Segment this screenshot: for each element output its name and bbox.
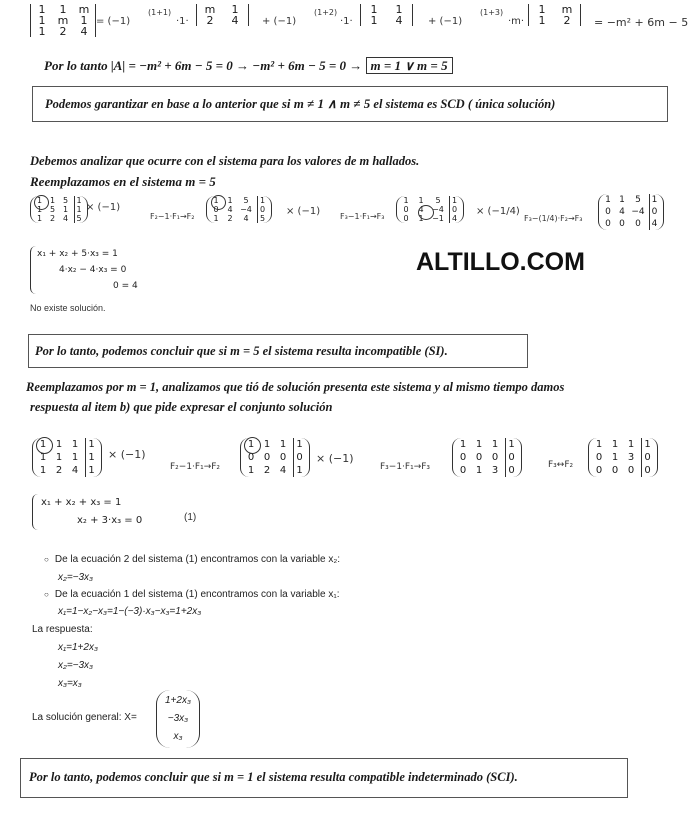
m1-op-4: F₃−1·F₁→F₃ [380,462,431,472]
m5-matrix-4 [598,194,664,230]
m5-eq-1: x₁ + x₂ + 5·x₃ = 1 [37,249,118,259]
matrix-cell: m [204,3,216,16]
matrix-cell: 1 [38,3,46,16]
aug-cell: 1 [459,439,467,450]
matrix-cell: 4 [231,14,239,27]
aug-cell: 1 [55,452,63,463]
respuesta-label: La respuesta: [32,624,93,635]
aug-cell: 2 [227,214,233,223]
aug-cell: 1 [247,465,255,476]
aug-cell: 5 [635,195,641,205]
m1-eq-2: x₂ + 3·x₃ = 0 [77,515,143,526]
aug-cell: 1 [293,464,305,477]
aug-cell: 1 [475,465,483,476]
aug-cell: −4 [432,205,444,214]
det-coef-3: + (−1) [428,16,463,27]
aug-cell: 0 [641,464,653,477]
det-coef-2: + (−1) [262,16,297,27]
aug-cell: 1 [605,195,611,205]
aug-cell: 2 [263,465,271,476]
m1-intro-line-1: Reemplazamos por m = 1, analizamos que tió de solución presenta este sistema y al mismo tiempo damos [26,380,565,394]
m1-intro-line-2: respuesta al item b) que pide expresar el conjunto solución [30,400,333,414]
aug-cell: 0 [595,452,603,463]
aug-cell: 5 [62,196,69,205]
analysis-line-2: Reemplazamos en el sistema m = 5 [30,174,216,189]
aug-cell: 1 [36,214,43,223]
aug-cell: 1 [74,196,83,205]
aug-cell: 1 [39,452,47,463]
aug-cell: 0 [505,451,517,464]
bullet-1-text: De la ecuación 2 del sistema (1) encontramos con la variable x₂: [54,554,340,565]
aug-cell: 0 [635,219,641,229]
respuesta-x1: x₁=1+2x₃ [58,642,98,653]
det-exp-2: (1+2) [314,8,338,17]
m1-op-2: F₂−1·F₁→F₂ [170,462,221,472]
aug-cell: 2 [55,465,63,476]
aug-cell: 1 [62,205,69,214]
aug-cell: 1 [505,438,517,451]
aug-cell: 1 [247,439,255,450]
general-solution-vector [156,690,200,748]
aug-cell: 1 [85,438,97,451]
det-mul-2: ·1· [340,16,353,27]
aug-cell: 1 [619,195,625,205]
aug-cell: 1 [611,439,619,450]
aug-cell: 2 [49,214,56,223]
respuesta-x2: x₂=−3x₃ [58,660,94,671]
m1-system [32,494,142,530]
m1-eq-1: x₁ + x₂ + x₃ = 1 [41,497,122,508]
aug-cell: 0 [263,452,271,463]
det-minor-2 [360,4,413,26]
det-conclusion-text: Por lo tanto |A| = −m² + 6m − 5 = 0 → −m² + 6m − 5 = 0 → [44,58,363,73]
aug-cell: 4 [62,214,69,223]
matrix-cell: 1 [395,3,403,16]
aug-cell: 1 [71,439,79,450]
matrix-cell: 2 [563,14,571,27]
aug-cell: 1 [449,196,459,205]
m5-eq-3: 0 = 4 [113,281,138,291]
scd-box [32,86,668,122]
aug-cell: 5 [243,196,249,205]
aug-cell: 4 [227,205,233,214]
matrix-cell: 2 [59,25,67,38]
bullet-2: ○ De la ecuación 1 del sistema (1) encontramos con la variable x₁: [44,589,340,600]
aug-cell: 1 [611,452,619,463]
aug-cell: 4 [71,465,79,476]
matrix-cell: 2 [206,14,214,27]
det-minor-3 [528,4,581,26]
aug-cell: 1 [49,196,56,205]
aug-cell: 0 [611,465,619,476]
m1-op-5: F₃↔F₂ [548,460,574,470]
det-coef-1: = (−1) [96,16,131,27]
scd-text-a: Podemos garantizar en base a lo anterior que [45,97,282,111]
matrix-cell: m [78,3,90,16]
aug-cell: 1 [293,438,305,451]
aug-cell: 1 [418,196,424,205]
aug-cell: 0 [619,219,625,229]
bullet-2-result: x₁=1−x₂−x₃=1−(−3)·x₃−x₃=1+2x₃ [58,606,202,617]
matrix-cell: 4 [395,14,403,27]
pivot-circle-3 [418,205,434,220]
aug-cell: 0 [649,206,659,218]
aug-cell: 1 [39,439,47,450]
aug-cell: 0 [213,205,219,214]
respuesta-x3: x₃=x₃ [58,678,82,689]
pivot-circle-1 [34,195,49,210]
det-mul-1: ·1· [176,16,189,27]
aug-cell: 1 [213,196,219,205]
bullet-2-text: De la ecuación 1 del sistema (1) encontramos con la variable x₁: [54,589,340,600]
m5-no-solution: No existe solución. [30,303,106,313]
aug-cell: 1 [595,439,603,450]
si-text: Por lo tanto, podemos concluir que si m = 5 el sistema resulta incompatible (SI). [35,344,448,358]
aug-cell: 4 [649,218,659,230]
aug-cell: 1 [213,214,219,223]
aug-cell: 4 [279,465,287,476]
det-mul-3: ·m· [508,16,525,27]
aug-cell: 1 [257,196,267,205]
aug-cell: 1 [74,205,83,214]
si-box [28,334,528,368]
aug-cell: 1 [55,439,63,450]
aug-cell: 4 [619,207,625,217]
scd-text-b: si m ≠ 1 ∧ m ≠ 5 [281,96,371,111]
aug-cell: 0 [505,464,517,477]
m5-op-4: F₃−1·F₁→F₃ [340,212,385,221]
aug-cell: −1 [432,214,444,223]
aug-cell: 0 [459,465,467,476]
bullet-1-result: x₂=−3x₃ [58,572,94,583]
aug-cell: 4 [243,214,249,223]
aug-cell: 0 [605,207,611,217]
bullet-1: ○ De la ecuación 2 del sistema (1) encontramos con la variable x₂: [44,554,340,565]
aug-cell: 0 [403,205,409,214]
aug-cell: 0 [247,452,255,463]
matrix-cell: 1 [370,14,378,27]
det-exp-3: (1+3) [480,8,504,17]
aug-cell: 0 [641,451,653,464]
aug-cell: 3 [627,452,635,463]
m5-op-1: × (−1) [86,202,121,213]
aug-cell: 1 [649,194,659,206]
aug-cell: 1 [36,196,43,205]
determinant-matrix [30,4,96,37]
aug-cell: 3 [491,465,499,476]
aug-cell: 1 [418,214,424,223]
matrix-cell: 1 [538,3,546,16]
m1-matrix-4 [588,438,658,477]
matrix-cell: m [561,3,573,16]
aug-cell: 0 [257,205,267,214]
aug-cell: 0 [293,451,305,464]
aug-cell: 0 [605,219,611,229]
aug-cell: 0 [595,465,603,476]
vector-entry: −3x₃ [167,713,189,724]
matrix-cell: 1 [38,14,46,27]
det-roots-boxed: m = 1 ∨ m = 5 [366,57,453,74]
aug-cell: 1 [85,451,97,464]
matrix-cell: 4 [80,25,88,38]
det-minor-1 [196,4,249,26]
aug-cell: 1 [491,439,499,450]
aug-cell: 0 [475,452,483,463]
pivot-circle-2 [211,195,226,210]
aug-cell: 0 [403,214,409,223]
pivot-circle-5 [244,437,261,454]
aug-cell: 1 [263,439,271,450]
aug-cell: 4 [449,214,459,223]
m5-op-5: × (−1/4) [476,206,520,217]
det-exp-1: (1+1) [148,8,172,17]
aug-cell: 1 [475,439,483,450]
m5-op-2: F₂−1·F₁→F₂ [150,212,195,221]
aug-cell: 1 [71,452,79,463]
analysis-line-1: Debemos analizar que ocurre con el sistema para los valores de m hallados. [30,154,420,168]
pivot-circle-4 [36,437,53,454]
matrix-cell: 1 [538,14,546,27]
aug-cell: 0 [279,452,287,463]
vector-entry: x₃ [173,731,183,742]
aug-cell: 5 [257,214,267,223]
aug-cell: 1 [627,439,635,450]
aug-cell: 0 [459,452,467,463]
aug-cell: 1 [36,205,43,214]
aug-cell: 1 [403,196,409,205]
aug-cell: 1 [85,464,97,477]
matrix-cell: 1 [80,14,88,27]
m1-op-1: × (−1) [108,448,146,461]
det-result: = −m² + 6m − 5 [594,16,689,29]
vector-entry: 1+2x₃ [165,695,191,706]
aug-cell: 4 [418,205,424,214]
m1-matrix-3 [452,438,522,477]
aug-cell: −4 [631,207,645,217]
watermark-logo: ALTILLO.COM [416,248,585,276]
matrix-cell: 1 [231,3,239,16]
scd-text-c: el sistema es SCD ( única solución) [370,97,556,111]
aug-cell: 1 [641,438,653,451]
matrix-cell: 1 [59,3,67,16]
m5-op-6: F₃−(1/4)·F₂→F₃ [524,214,583,223]
aug-cell: 0 [449,205,459,214]
m5-eq-2: 4·x₂ − 4·x₃ = 0 [59,265,127,275]
m5-op-3: × (−1) [286,206,321,217]
m1-op-3: × (−1) [316,452,354,465]
sci-text: Por lo tanto, podemos concluir que si m = 1 el sistema resulta compatible indeterminado (SCI). [29,770,518,784]
aug-cell: 0 [491,452,499,463]
aug-cell: 5 [435,196,441,205]
sci-box [20,758,628,798]
general-solution-label: La solución general: X= [32,712,137,723]
aug-cell: 1 [279,439,287,450]
matrix-cell: 1 [38,25,46,38]
aug-cell: 0 [627,465,635,476]
m5-system [30,246,138,294]
aug-cell: −4 [240,205,252,214]
matrix-cell: m [57,14,69,27]
aug-cell: 5 [49,205,56,214]
m1-eq-label: (1) [184,512,197,523]
matrix-cell: 1 [370,3,378,16]
aug-cell: 1 [227,196,233,205]
aug-cell: 1 [39,465,47,476]
aug-cell: 5 [74,214,83,223]
det-conclusion [44,58,453,74]
